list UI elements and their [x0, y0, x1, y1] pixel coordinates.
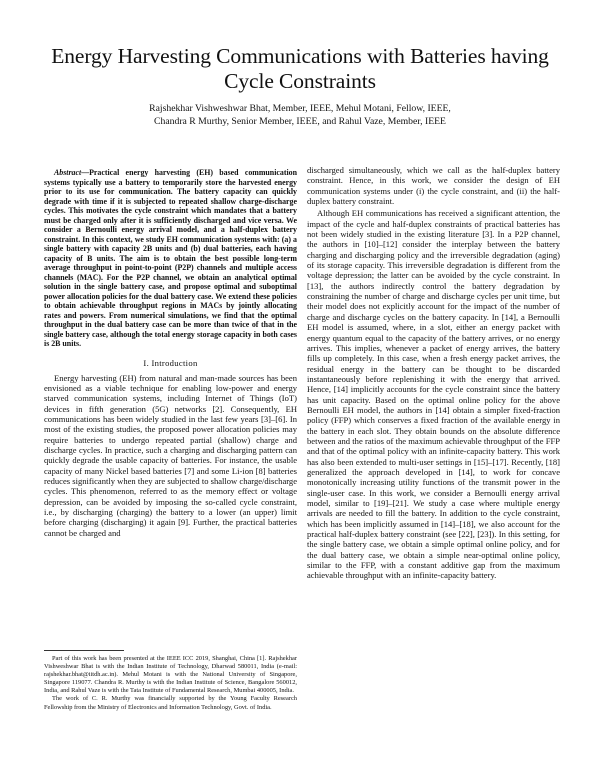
abstract-text: —Practical energy harvesting (EH) based communication systems typically use a battery to temporarily store the harvested energy prior to its use for communication. The battery capacity can quickly degrade with time if it is subjected to repeated shallow charge-discharge cycles. This motivates the cycle constraint which mandates that a battery must be charged only after it is sufficiently discharged and vice versa. We consider a Bernoulli energy arrival model, and a half-duplex battery constraint. In this context, we study EH communication systems with: (a) a single battery with capacity 2B units and (b) dual batteries, each having capacity of B units. The aim is to obtain the best possible long-term average throughput in point-to-point (P2P) channels and multiple access channels (MAC). For the P2P channel, we obtain an analytical optimal solution in the single battery case, and propose optimal and suboptimal power allocation policies for the dual battery case. We extend these policies to obtain achievable throughput regions in MACs by jointly allocating rates and powers. From numerical simulations, we find that the optimal throughput in the dual battery case can be more than twice of that in the single battery case, although the total energy storage capacity in both cases is 2B units.	[44, 168, 297, 348]
footnote-affiliations: Part of this work has been presented at the IEEE ICC 2019, Shanghai, China [1]. Rajshekhar Vishweshwar Bhat is with the Indian Institute of Technology, Dharwad 580011, India (e-mail: rajshekhar.bhat@iitdh.ac.in). Mehul Motani is with the National University of Singapore, Singapore 119077. Chandra R. Murthy is with the Indian Institute of Science, Bangalore 560012, India, and Rahul Vaze is with the Tata Institute of Fundamental Research, Mumbai 400005, India.	[44, 655, 297, 695]
abstract-label: Abstract	[54, 168, 82, 177]
intro-paragraph-1: Energy harvesting (EH) from natural and man-made sources has been envisioned as a viable technique for enabling low-power and energy starved communication systems, including Internet of Things (IoT) devices in fifth generation (5G) networks [2]. Consequently, EH communications has been widely studied in the last few years [3]–[6]. In most of the existing studies, the proposed power allocation policies may require batteries to undergo repeated partial (shallow) charge and discharge cycles. In practice, such a charging and discharging pattern can quickly degrade the usable capacity of batteries. For instance, the usable capacity of many Nickel based batteries [7] and some Li-ion [8] batteries reduces significantly when they are subjected to shallow charge/discharge cycles. This phenomenon, referred to as the memory effect or voltage depression, can be avoided by imposing the so-called cycle constraint, i.e., by discharging (charging) the battery to a lower (an upper) limit before charging (discharging) it again [9]. Further, the practical batteries cannot be charged and	[44, 372, 297, 538]
author-line-2: Chandra R Murthy, Senior Member, IEEE, and Rahul Vaze, Member, IEEE	[154, 115, 446, 127]
intro-paragraph-continued: discharged simultaneously, which we call as the half-duplex battery constraint. Hence, in this work, we consider the design of EH communication systems under (i) the cycle constraint, and (ii) the half-duplex battery constraint.	[307, 165, 560, 207]
author-list	[60, 103, 540, 128]
left-column	[44, 168, 297, 538]
author-line-1: Rajshekhar Vishweshwar Bhat, Member, IEEE, Mehul Motani, Fellow, IEEE,	[149, 103, 451, 114]
footnote-divider	[44, 650, 124, 651]
right-column	[307, 165, 560, 581]
section-heading-introduction: I. Introduction	[143, 357, 198, 368]
intro-paragraph-2: Although EH communications has received a significant attention, the impact of the cycle and half-duplex constraints of practical batteries has not been widely studied in the existing literature [3]. In a P2P channel, the authors in [10]–[12] consider the interplay between the battery charging and discharging policy and the irreversible degradation (aging) of its storage capacity. This irreversible degradation is different from the voltage depression; the latter can be avoided by the cycle constraint. In [13], the authors indirectly control the battery degradation by constraining the number of charge and discharge cycles per unit time, but their model does not explicitly account for the impact of the number of charge and discharge cycles on the battery capacity. In [14], a Bernoulli EH model is assumed, where, in a slot, either an energy packet with energy quantum equal to the capacity of the battery arrives, or no energy arrives. This implies, whenever a packet of energy arrives, the battery fills up completely. In this case, when a fresh energy packet arrives, the residual energy in the battery can be thought to be discarded instantaneously before replenishing it with the energy that arrived. Hence, [14] implicitly accounts for the cycle constraint since the battery has unit capacity. Based on the optimal online policy for the above Bernoulli EH model, the authors in [14] obtain a simpler fixed-fraction policy (FFP) which conserves a fixed fraction of the available energy in the battery in each slot. They obtain bounds on the absolute difference between and the ratios of the maximum achievable throughput of the FFP and that of the optimal policy with an infinite-capacity battery. This work has also been extended to multi-user settings in [15]–[17]. Recently, [18] generalized the approach developed in [14], to work for concave monotonically increasing utility functions of the transmit power in the single-user case. In this work, we consider a Bernoulli energy arrival model, similar to [19]–[21]. We study a case where multiple energy arrivals are needed to fill the battery. In addition to the cycle constraint, which has been implicitly assumed in [14]–[18], we also account for the practical half-duplex battery constraint (see [22], [23]). In this setting, for the single battery case, we obtain a simple optimal online policy, and for the dual battery case, we obtain a simple near-optimal online policy, similar to the FFP, with a constant additive gap from the maximum achievable throughput with an infinite-capacity battery.	[307, 208, 560, 581]
footnote-funding: The work of C. R. Murthy was financially supported by the Young Faculty Research Fellowship from the Ministry of Electronics and Information Technology, Govt. of India.	[44, 695, 297, 711]
paper-title: Energy Harvesting Communications with Batteries having Cycle Constraints	[51, 44, 549, 93]
footnotes	[44, 655, 297, 712]
abstract	[44, 168, 297, 349]
